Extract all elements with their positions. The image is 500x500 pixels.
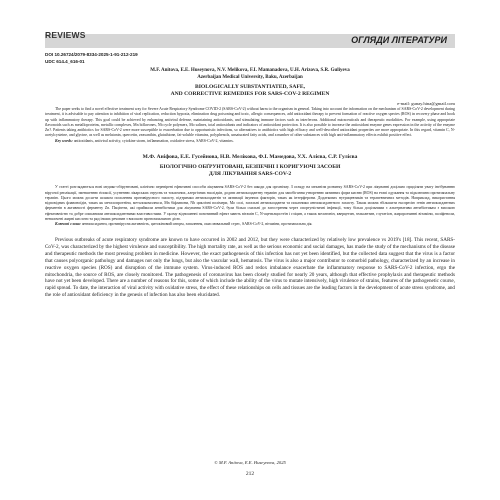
udc-line: UDC 614.4_616-01 xyxy=(45,59,85,64)
abstract-ua: У статті розглядаються нові медико-обґрунтовані, клінічно перевірені ефективні способи лікування SARS-CoV-2 без шкоди для організму. З огляду на механізм розвитку SARS-CoV-2 при лікуванні доцільно приділяти увагу інгібуванню вірусної реплікації, зменшенню гіпоксії, усуненню лікарських отруєнь та токсичних, алергічних наслідків, додати антиоксидантну терапію для запобігання утворенню активних форм кисню (ROS) на етапі одужання та підключити протизапальну терапію. Цього можна досягти шляхом посилення противірусного захисту, підтримки антиоксидантів та активації імунних факторів, таких як інтерферони. Додаткових нутрицевтиків та терапевтичних методів. Наприклад, використання відповідних флавоноїдів, таких як металопротеїни, металокомплекси, Mn біфлавони, Nb циклічні полімери, Mo солі, загальні антиоксиданти та показники антиоксидантного захисту. Також можна збільшити експресію генів антиоксидантних ферментів в активності ферменту Zn. Пацієнти, які приймали антибіотики для лікування SARS-CoV-2, були більш схильні до загострення через опортуністичні інфекції, тому більш доцільними є альтернативи антибіотикам з високою ефективністю та добре описаними антиоксидантними властивостями. У цьому відношенні позитивний ефект мають вітамін С, N-ацетилцистеїн і гліцин, а також мелатонін, кверцетин, зеаксантин, глутатіон, жиророзчинні вітаміни, поліфеноли, ненасичені жирні кислоти та ряд інших речовин з високою протизапальною дією. xyxy=(45,185,455,221)
contact-email: e-mail: gunay.hina@gmail.com xyxy=(397,101,455,106)
affiliation: Azerbaijan Medical University, Baku, Azerbaijan xyxy=(197,74,303,80)
keywords-ua-text: антиоксиданти, противірусна активність, цитокіновий шторм, запалення, окислювальний стрес, SARS-CoV-2, вітаміни, протизапальна дія. xyxy=(81,222,313,227)
article-title-en xyxy=(45,84,455,98)
keywords-en-text: antioxidants, antiviral activity, cytokine storm, inflammation, oxidative stress, SARS-CoV-2, vitamins. xyxy=(73,138,234,143)
copyright-symbol: © xyxy=(214,460,218,465)
journal-page xyxy=(45,30,455,494)
abstract-en: The paper seeks to find a novel effective treatment way for Severe Acute Respiratory Syndrome COVID-2 (SARS-CoV-2) without harm to the organism in general. Taking into account the information on the mechanism of SARS-CoV-2 development during treatment, it is advisable to pay attention to inhibition of viral replication, reduction hypoxia, elimination drug poisoning and toxic, allergic consequences, add antioxidant therapy to prevent formation of reactive oxygen species (ROS) in recovery phase and hook up with inflammatory therapy. This goal could be achieved by enhancing antiviral defense, maintaining antioxidants, and stimulating immune factors such as interferons. Additional nutraceuticals and therapeutic modalities. For example, using appropriate flavonoids such as metalloproteins, metallic complexes, Mn biflavones, Nb cycle polymers, Mo salines, total antioxidants and indicators of antioxidant protection. It is also possible to increase the antioxidant enzyme genes expression in the activity of the enzyme Zn?. Patients taking antibiotics for SARS-CoV-2 were more susceptible to exacerbation due to opportunistic infections, so alternatives to antibiotics with high efficacy and well-described antioxidant properties are more appropriate. In this regard, vitamin C, N-acetylcysteine, and glycine, as well as melatonin, quercetin, zeaxanthin, glutathione, fat-soluble vitamins, polyphenols, unsaturated fatty acids, and a number of other substances with high anti-inflammatory effects exhibit positive effect. xyxy=(45,107,455,138)
copyright-text: M.F. Anitova, E.E. Huseynova, 2025 xyxy=(218,460,286,465)
section-title-ua: ОГЛЯДИ ЛІТЕРАТУРИ xyxy=(351,35,447,45)
keywords-ua xyxy=(45,222,455,227)
title-ua-line-2: ДЛЯ ЛІКУВАННЯ SARS-COV-2 xyxy=(208,170,292,177)
doi-line: DOI 10.26724/2079-8334-2025-1-91-212-219 xyxy=(45,52,138,57)
section-header-band xyxy=(45,30,455,48)
keywords-en xyxy=(45,139,455,144)
keywords-ua-label: Ключові слова: xyxy=(55,222,81,227)
section-title-en: REVIEWS xyxy=(45,30,86,40)
page-number: 212 xyxy=(245,471,255,477)
article-title-ua xyxy=(45,164,455,178)
title-en-line-2: AND CORRECTIVE REMEDIES FOR SARS-COV-2 REGIMEN xyxy=(170,91,330,97)
copyright-line xyxy=(45,460,455,465)
article-meta xyxy=(45,51,455,65)
title-en-line-1: BIOLOGICALLY SUBSTANTIATED, SAFE, xyxy=(194,84,306,90)
title-ua-line-1: БІОЛОГІЧНО ОБҐРУНТОВАНІ, БЕЗПЕЧНІ І КОРИГУЮЧІ ЗАСОБИ xyxy=(159,163,341,170)
authors-en: M.F. Anitova, E.E. Huseynova, N.V. Melikova, F.I. Mamanadova, U.H. Arizova, S.R. Guliyeva xyxy=(150,68,350,73)
body-paragraph: Previous outbreaks of acute respiratory syndrome are known to have occurred in 2002 and 2012, but they were characterized by relatively low prevalence vs 2019's [18]. This recent, SARS-CoV-2, was characterized by the highest virulence and susceptibility. The high mortality rate, as well as the serious economic and social damages, has made the study of the mechanisms of the disease and therapeutic methods the most pressing problem in medicine. However, the exact pathogenesis of this infection has not yet been identified, but the collected data suggest that the virus is a factor that causes polyorganic pathology and damages not only the lungs, but also the vascular wall, hematosis. The virus is also a major contributor to comorbid pathology, characterized by an increase in reactive oxygen species (ROS) and disruption of the immune system. Virus-induced ROS and redox imbalance exacerbate the inflammatory response to SARS-CoV-2 infection, ergo the mitochondria, the source of ROS, are closely monitored. The pathogenesis of coronavirus has been closely studied for nearly 20 years, although that effective prophylaxis and therapeutic methods have not yet been developed. There are a number of reasons for this, some of which include the ability of the virus to mutate intensively, high virulence of strains, features of the pathogenetic course, rapid spread. To date, the interaction of viral activity with oxidative stress, the effect of these relationships on cells and tissues are the leading factors in the development of acute stress syndrome, and the role of antioxidant deficiency in the genesis of infection has also been elucidated. xyxy=(45,237,455,299)
keywords-en-label: Key words: xyxy=(55,138,73,143)
authors-ua: М.Ф. Аніфова, Е.Е. Гусейнова, Н.В. Мелікова, Ф.І. Мамедова, У.Х. Алієва, С.Р. Гулієва xyxy=(142,153,358,160)
